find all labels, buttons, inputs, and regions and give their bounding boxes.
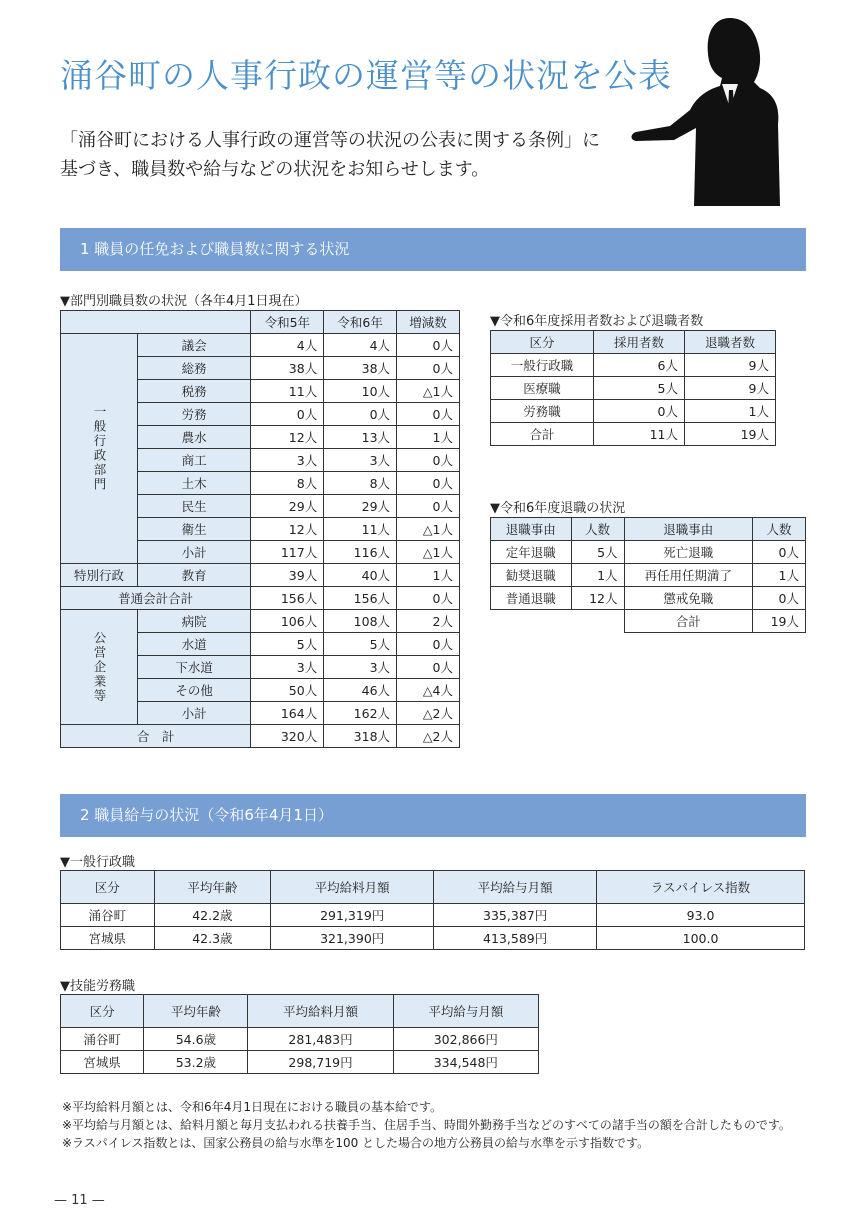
cell-diff: 2人 — [397, 610, 460, 633]
labor-salary-table — [60, 994, 539, 1074]
cell-r6: 0人 — [324, 403, 397, 426]
dept-staff-table — [60, 310, 460, 748]
cell: 9人 — [685, 354, 776, 377]
table-row — [491, 587, 806, 610]
cell-r5: 50人 — [251, 679, 324, 702]
cell-diff: 0人 — [397, 334, 460, 357]
cell: 11人 — [594, 423, 685, 446]
col-header: 平均年齢 — [144, 995, 248, 1028]
cell-diff: △1人 — [397, 541, 460, 564]
col-header: 平均年齢 — [154, 871, 271, 904]
hire-retire-table — [490, 330, 776, 446]
cell-diff: 0人 — [397, 587, 460, 610]
page-title: 涌谷町の人事行政の運営等の状況を公表 — [60, 56, 672, 95]
row-label: 商工 — [138, 449, 251, 472]
cell-r6: 3人 — [324, 656, 397, 679]
row-label: その他 — [138, 679, 251, 702]
cell: 宮城県 — [61, 927, 155, 950]
cell-r5: 8人 — [251, 472, 324, 495]
cell-r6: 29人 — [324, 495, 397, 518]
table-row — [491, 564, 806, 587]
cell: 321,390円 — [271, 927, 434, 950]
cell-r5: 164人 — [251, 702, 324, 725]
cell: 281,483円 — [248, 1028, 393, 1051]
table-row — [61, 610, 460, 633]
col-header: 区分 — [61, 871, 155, 904]
footnote-laspeyres: ※ラスパイレス指数とは、国家公務員の給与水準を100 とした場合の地方公務員の給与水準を示す指数です。 — [62, 1136, 650, 1150]
col-header: 採用者数 — [594, 331, 685, 354]
cell: 12人 — [571, 587, 624, 610]
cell-r5: 3人 — [251, 656, 324, 679]
cell: 再任用任期満了 — [624, 564, 753, 587]
group-general-admin: 一般行政部門 — [61, 334, 138, 564]
section-2-heading: 2 職員給与の状況（令和6年4月1日） — [60, 794, 806, 837]
section-1-heading: 1 職員の任免および職員数に関する状況 — [60, 228, 806, 271]
col-header: 区分 — [61, 995, 144, 1028]
cell-r5: 320人 — [251, 725, 324, 748]
table-row — [491, 610, 806, 633]
col-header: 平均給料月額 — [271, 871, 434, 904]
cell-r5: 5人 — [251, 633, 324, 656]
cell: 93.0 — [597, 904, 805, 927]
total-label: 合計 — [624, 610, 753, 633]
cell-diff: 0人 — [397, 472, 460, 495]
cell: 1人 — [685, 400, 776, 423]
cell-r6: 116人 — [324, 541, 397, 564]
cell: 死亡退職 — [624, 541, 753, 564]
cell: 42.2歳 — [154, 904, 271, 927]
labor-table-caption: ▼技能労務職 — [60, 979, 135, 994]
col-header-diff: 増減数 — [397, 311, 460, 334]
cell-r6: 13人 — [324, 426, 397, 449]
cell-r6: 8人 — [324, 472, 397, 495]
cell-diff: 0人 — [397, 403, 460, 426]
cell-diff: △1人 — [397, 380, 460, 403]
cell-r6: 318人 — [324, 725, 397, 748]
table-row — [491, 400, 776, 423]
cell-diff: 1人 — [397, 564, 460, 587]
cell: 定年退職 — [491, 541, 572, 564]
hire-table-caption: ▼令和6年度採用者数および退職者数 — [490, 314, 704, 329]
table-row — [491, 423, 776, 446]
cell: 1人 — [571, 564, 624, 587]
cell-r6: 108人 — [324, 610, 397, 633]
table-row — [491, 377, 776, 400]
row-label: 普通会計合計 — [61, 587, 251, 610]
group-public-enterprise: 公営企業等 — [61, 610, 138, 725]
cell: 懲戒免職 — [624, 587, 753, 610]
cell: 医療職 — [491, 377, 594, 400]
cell: 労務職 — [491, 400, 594, 423]
col-header: 平均給与月額 — [434, 871, 597, 904]
row-label: 土木 — [138, 472, 251, 495]
col-header: ラスパイレス指数 — [597, 871, 805, 904]
col-header: 平均給与月額 — [393, 995, 538, 1028]
blank-cell — [491, 610, 625, 633]
cell: 合計 — [491, 423, 594, 446]
cell: 涌谷町 — [61, 904, 155, 927]
intro-text — [60, 126, 600, 184]
row-label: 民生 — [138, 495, 251, 518]
cell: 0人 — [753, 587, 806, 610]
row-label: 議会 — [138, 334, 251, 357]
col-header: 人数 — [753, 518, 806, 541]
total-value: 19人 — [753, 610, 806, 633]
cell-r6: 10人 — [324, 380, 397, 403]
cell: 334,548円 — [393, 1051, 538, 1074]
row-label: 下水道 — [138, 656, 251, 679]
cell: 291,319円 — [271, 904, 434, 927]
cell-r5: 156人 — [251, 587, 324, 610]
cell-r5: 38人 — [251, 357, 324, 380]
cell: 54.6歳 — [144, 1028, 248, 1051]
table-row — [61, 564, 460, 587]
cell: 普通退職 — [491, 587, 572, 610]
cell-diff: 0人 — [397, 357, 460, 380]
cell-r6: 162人 — [324, 702, 397, 725]
table-row — [491, 354, 776, 377]
group-special-admin: 特別行政 — [61, 564, 138, 587]
general-table-caption: ▼一般行政職 — [60, 855, 135, 870]
row-label: 合 計 — [61, 725, 251, 748]
intro-line-1: 「涌谷町における人事行政の運営等の状況の公表に関する条例」に — [60, 130, 600, 151]
cell: 42.3歳 — [154, 927, 271, 950]
cell-r6: 38人 — [324, 357, 397, 380]
cell-r6: 11人 — [324, 518, 397, 541]
footnotes — [62, 1098, 822, 1152]
table-row — [61, 725, 460, 748]
col-header: 平均給料月額 — [248, 995, 393, 1028]
footnote-salary: ※平均給料月額とは、令和6年4月1日現在における職員の基本給です。 — [62, 1100, 443, 1114]
row-label: 小計 — [138, 702, 251, 725]
cell-diff: 0人 — [397, 633, 460, 656]
table-row — [61, 1051, 539, 1074]
cell-r5: 0人 — [251, 403, 324, 426]
cell-r5: 12人 — [251, 426, 324, 449]
col-header-r5: 令和5年 — [251, 311, 324, 334]
cell-r5: 106人 — [251, 610, 324, 633]
dept-header-blank — [61, 311, 251, 334]
row-label: 総務 — [138, 357, 251, 380]
general-salary-table — [60, 870, 805, 950]
cell-diff: 0人 — [397, 495, 460, 518]
row-label: 衛生 — [138, 518, 251, 541]
table-row — [491, 541, 806, 564]
cell-diff: 0人 — [397, 449, 460, 472]
cell-r6: 40人 — [324, 564, 397, 587]
row-label: 小計 — [138, 541, 251, 564]
cell: 413,589円 — [434, 927, 597, 950]
footnote-pay: ※平均給与月額とは、給料月額と毎月支払われる扶養手当、住居手当、時間外勤務手当などのすべての諸手当の額を合計したものです。 — [62, 1118, 791, 1132]
cell: 335,387円 — [434, 904, 597, 927]
cell: 53.2歳 — [144, 1051, 248, 1074]
row-label: 税務 — [138, 380, 251, 403]
dept-table-caption: ▼部門別職員数の状況（各年4月1日現在） — [60, 294, 308, 309]
row-label: 教育 — [138, 564, 251, 587]
cell-diff: 1人 — [397, 426, 460, 449]
cell-r5: 4人 — [251, 334, 324, 357]
page-number: — 11 — — [54, 1193, 105, 1208]
intro-line-2: 基づき、職員数や給与などの状況をお知らせします。 — [60, 159, 490, 180]
cell-r6: 156人 — [324, 587, 397, 610]
presenter-silhouette-illustration — [630, 14, 790, 206]
cell: 9人 — [685, 377, 776, 400]
cell: 6人 — [594, 354, 685, 377]
cell-r5: 3人 — [251, 449, 324, 472]
cell: 宮城県 — [61, 1051, 144, 1074]
cell: 19人 — [685, 423, 776, 446]
table-row — [61, 334, 460, 357]
cell-r5: 11人 — [251, 380, 324, 403]
row-label: 病院 — [138, 610, 251, 633]
cell: 298,719円 — [248, 1051, 393, 1074]
table-row — [61, 927, 805, 950]
cell: 5人 — [571, 541, 624, 564]
cell-r6: 4人 — [324, 334, 397, 357]
table-row — [61, 1028, 539, 1051]
col-header: 人数 — [571, 518, 624, 541]
cell-r5: 117人 — [251, 541, 324, 564]
table-row — [61, 587, 460, 610]
retire-table-caption: ▼令和6年度退職の状況 — [490, 501, 626, 516]
row-label: 労務 — [138, 403, 251, 426]
cell-r6: 46人 — [324, 679, 397, 702]
row-label: 農水 — [138, 426, 251, 449]
cell: 5人 — [594, 377, 685, 400]
cell-diff: △2人 — [397, 725, 460, 748]
cell-diff: 0人 — [397, 656, 460, 679]
cell-r6: 3人 — [324, 449, 397, 472]
cell-diff: △2人 — [397, 702, 460, 725]
cell-r5: 39人 — [251, 564, 324, 587]
cell: 302,866円 — [393, 1028, 538, 1051]
cell-diff: △1人 — [397, 518, 460, 541]
cell: 100.0 — [597, 927, 805, 950]
col-header: 区分 — [491, 331, 594, 354]
cell: 0人 — [753, 541, 806, 564]
cell: 一般行政職 — [491, 354, 594, 377]
retirement-table — [490, 517, 806, 633]
row-label: 水道 — [138, 633, 251, 656]
col-header: 退職事由 — [491, 518, 572, 541]
cell: 0人 — [594, 400, 685, 423]
cell-r5: 29人 — [251, 495, 324, 518]
table-row — [61, 904, 805, 927]
cell: 1人 — [753, 564, 806, 587]
col-header-r6: 令和6年 — [324, 311, 397, 334]
cell-diff: △4人 — [397, 679, 460, 702]
cell: 涌谷町 — [61, 1028, 144, 1051]
col-header: 退職事由 — [624, 518, 753, 541]
col-header: 退職者数 — [685, 331, 776, 354]
cell-r6: 5人 — [324, 633, 397, 656]
cell: 勧奨退職 — [491, 564, 572, 587]
cell-r5: 12人 — [251, 518, 324, 541]
